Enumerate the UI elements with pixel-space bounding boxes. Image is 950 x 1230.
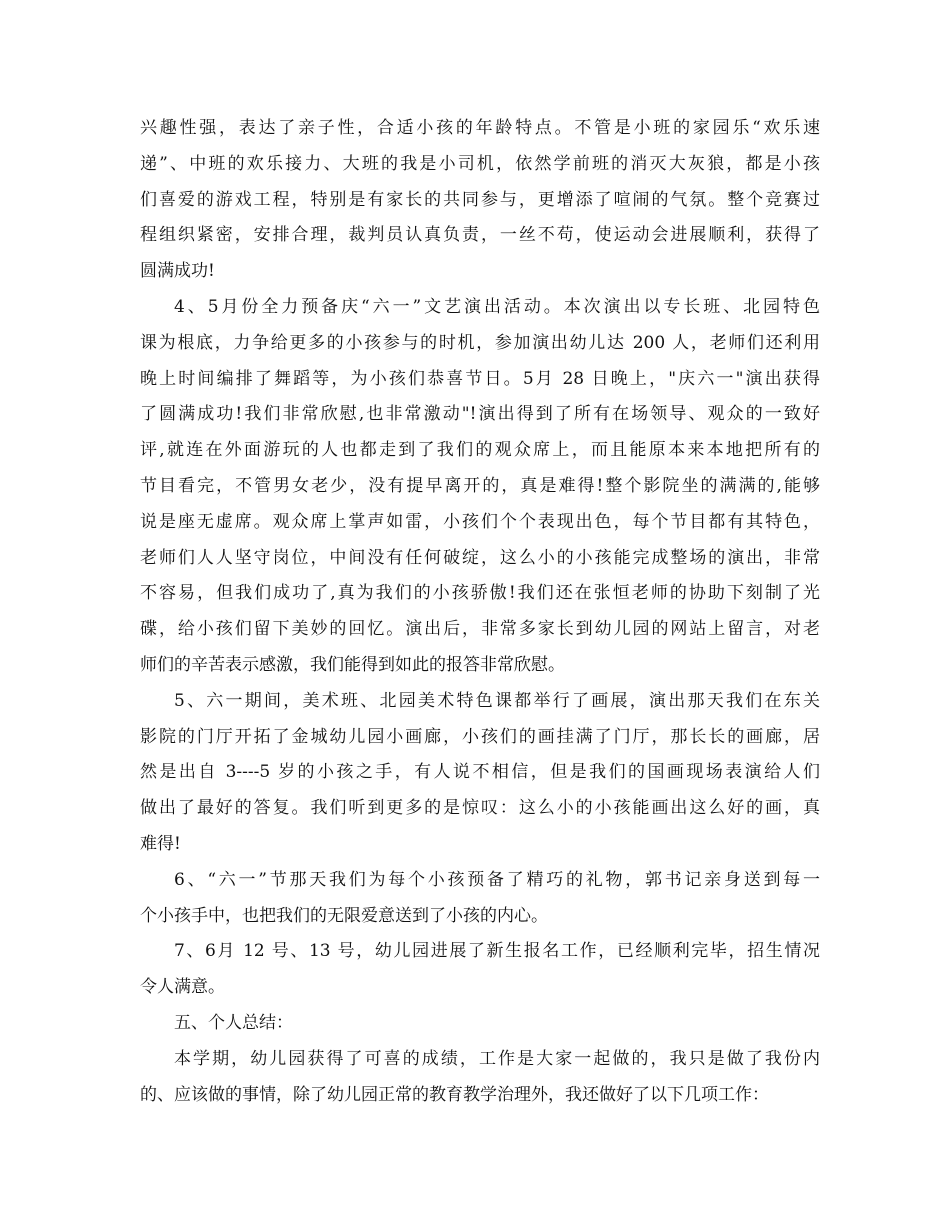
text-line: 们喜爱的游戏工程，特别是有家长的共同参与，更增添了喧闹的气氛。整个竞赛过 xyxy=(140,189,820,210)
text-line: 说是座无虚席。观众席上掌声如雷，小孩们个个表现出色，每个节目都有其特色， xyxy=(140,511,820,532)
text-line: 兴趣性强，表达了亲子性，合适小孩的年龄特点。不管是小班的家园乐“欢乐速 xyxy=(140,118,820,138)
paragraph-item-4-performance xyxy=(140,290,820,684)
paragraph-item-7-enrollment xyxy=(140,934,820,1006)
paragraph-item-6-gifts xyxy=(140,863,820,935)
document-body xyxy=(140,111,820,1113)
text-line: 5、六一期间，美术班、北园美术特色课都举行了画展，演出那天我们在东关 xyxy=(174,690,820,711)
section-heading: 五、个人总结： xyxy=(174,1012,293,1033)
text-line: 老师们人人坚守岗位，中间没有任何破绽，这么小的小孩能完成整场的演出，非常 xyxy=(140,547,820,568)
text-line: 程组织紧密，安排合理，裁判员认真负责，一丝不苟，使运动会进展顺利，获得了 xyxy=(140,225,820,246)
text-line: 晚上时间编排了舞蹈等，为小孩们恭喜节日。5月 28 日晚上，"庆六一"演出获得 xyxy=(140,368,820,389)
text-line: 然是出自 3----5 岁的小孩之手，有人说不相信，但是我们的国画现场表演给人们 xyxy=(140,762,820,783)
text-line: 圆满成功! xyxy=(140,261,215,282)
text-line: 不容易，但我们成功了,真为我们的小孩骄傲!我们还在张恒老师的协助下刻制了光 xyxy=(140,583,820,604)
section-heading-personal-summary xyxy=(140,1006,820,1042)
text-line: 本学期，幼儿园获得了可喜的成绩，工作是大家一起做的，我只是做了我份内 xyxy=(174,1048,820,1069)
text-line: 令人满意。 xyxy=(140,977,225,998)
text-line: 4、5月份全力预备庆“六一”文艺演出活动。本次演出以专长班、北园特色 xyxy=(174,296,820,317)
text-line: 7、6月 12 号、13 号，幼儿园进展了新生报名工作，已经顺利完毕，招生情况 xyxy=(174,941,820,962)
text-line: 课为根底，力争给更多的小孩参与的时机，参加演出幼儿达 200 人，老师们还利用 xyxy=(140,332,820,353)
text-line: 节目看完，不管男女老少，没有提早离开的，真是难得!整个影院坐的满满的,能够 xyxy=(140,475,820,496)
text-line: 6、“六一”节那天我们为每个小孩预备了精巧的礼物，郭书记亲身送到每一 xyxy=(174,869,820,890)
text-line: 做出了最好的答复。我们听到更多的是惊叹：这么小的小孩能画出这么好的画，真 xyxy=(140,798,820,819)
text-line: 难得! xyxy=(140,833,181,854)
text-line: 个小孩手中，也把我们的无限爱意送到了小孩的内心。 xyxy=(140,905,548,926)
text-line: 的、应该做的事情，除了幼儿园正常的教育教学治理外，我还做好了以下几项工作： xyxy=(140,1084,769,1105)
paragraph-personal-summary xyxy=(140,1042,820,1114)
text-line: 影院的门厅开拓了金城幼儿园小画廊，小孩们的画挂满了门厅，那长长的画廊，居 xyxy=(140,726,820,747)
text-line: 递”、中班的欢乐接力、大班的我是小司机，依然学前班的消灭大灰狼，都是小孩 xyxy=(140,153,820,174)
text-line: 评,就连在外面游玩的人也都走到了我们的观众席上，而且能原本来本地把所有的 xyxy=(140,440,820,461)
text-line: 师们的辛苦表示感激，我们能得到如此的报答非常欣慰。 xyxy=(140,654,565,675)
text-line: 了圆满成功!我们非常欣慰,也非常激动"!演出得到了所有在场领导、观众的一致好 xyxy=(140,404,820,425)
text-line: 碟，给小孩们留下美妙的回忆。演出后，非常多家长到幼儿园的网站上留言，对老 xyxy=(140,619,820,640)
paragraph-sports-meet-summary xyxy=(140,111,820,290)
paragraph-item-5-art-exhibition xyxy=(140,684,820,863)
